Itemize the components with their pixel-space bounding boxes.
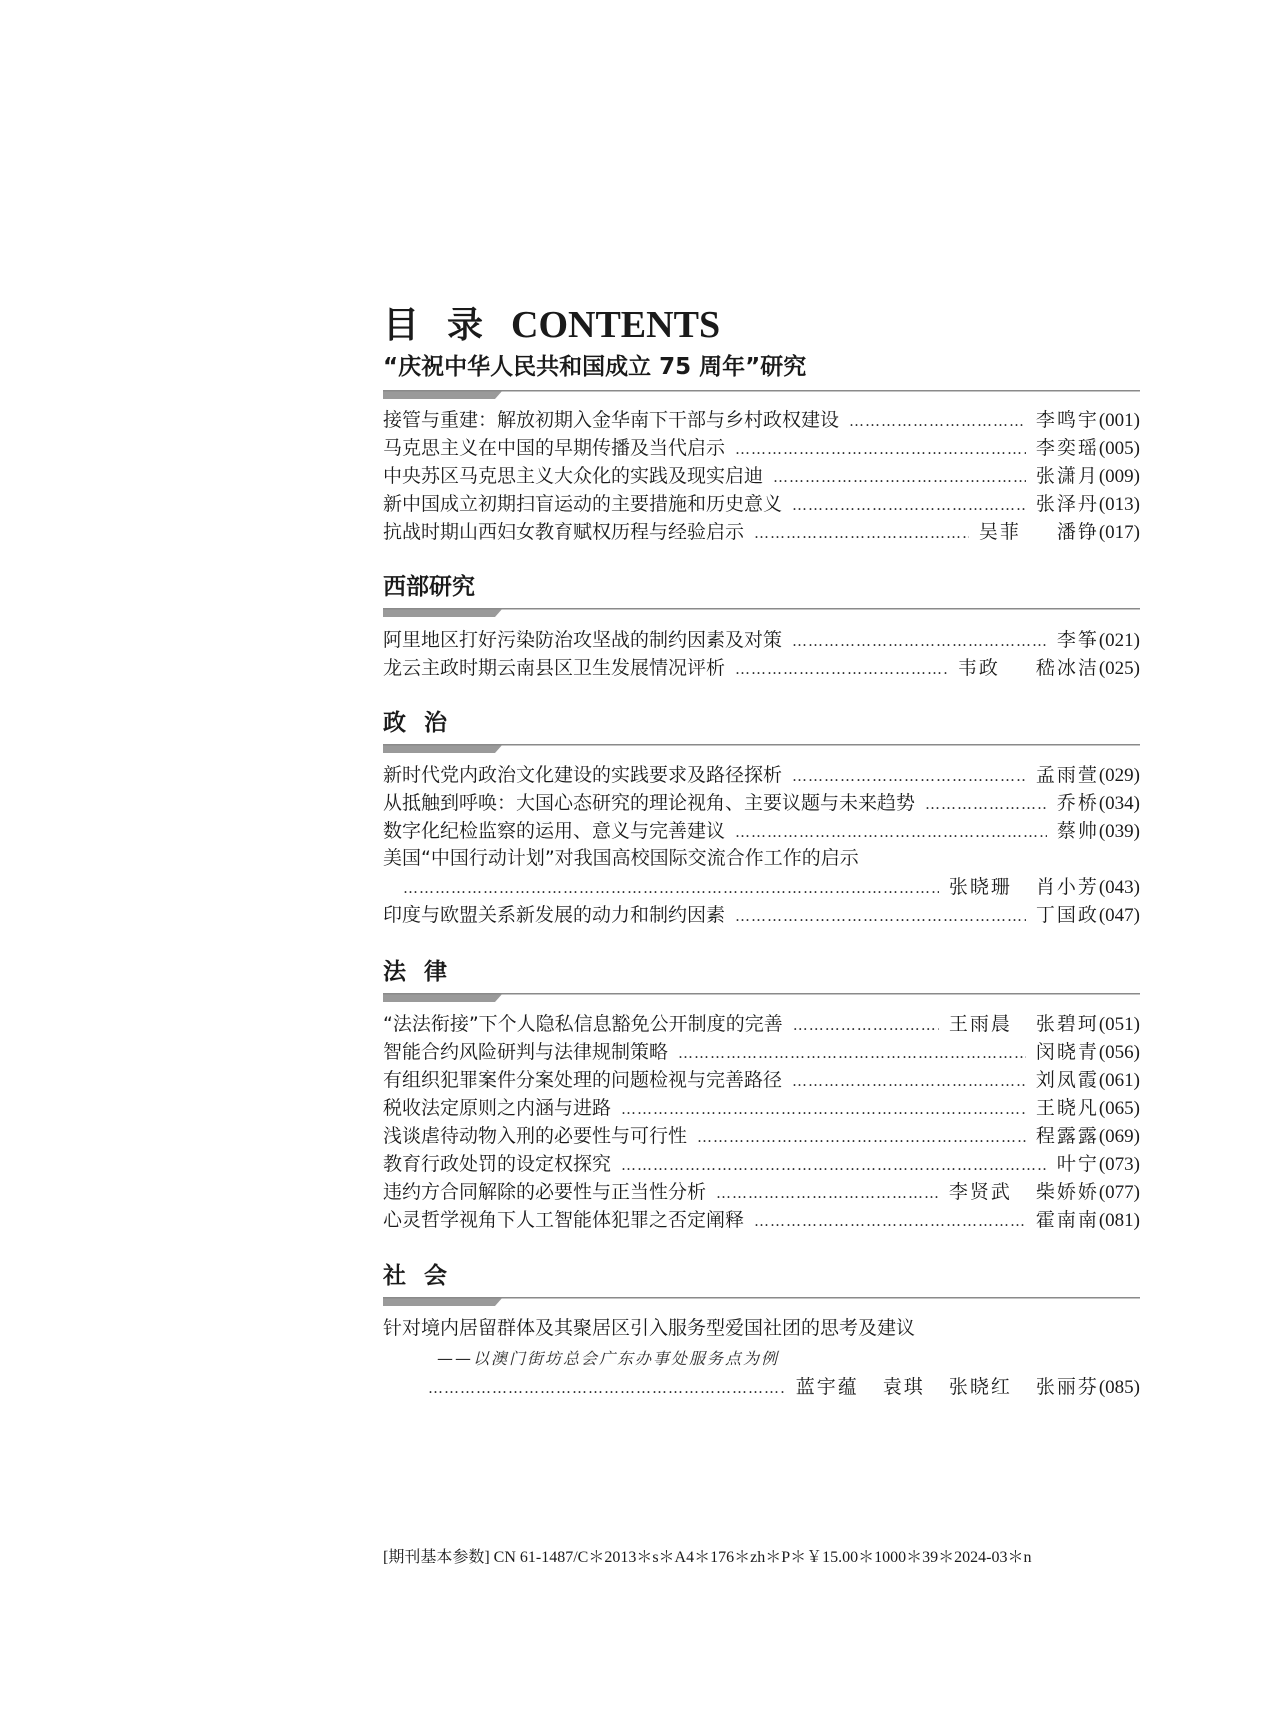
section-title: 西部研究	[383, 574, 475, 600]
section-title: 法律	[383, 959, 465, 985]
leader-dots	[735, 823, 1047, 841]
page-title-cn: 目录	[383, 305, 512, 346]
section-title: 政治	[383, 710, 465, 736]
leader-dots	[793, 1016, 939, 1034]
author-name: 嵇冰洁	[1035, 657, 1099, 679]
entry-page: (009)	[1098, 466, 1140, 487]
section-rule	[383, 390, 1140, 400]
entry-author: 程露露	[1035, 1125, 1099, 1147]
toc-entry[interactable]	[383, 433, 1140, 463]
entry-title: 有组织犯罪案件分案处理的问题检视与完善路径	[383, 1069, 783, 1091]
entry-author: 王晓凡	[1035, 1097, 1099, 1119]
entry-authors	[796, 1372, 1099, 1399]
author-name: 蓝宇蕴	[795, 1376, 859, 1398]
leader-dots	[773, 468, 1026, 486]
entry-authors	[949, 1009, 1099, 1036]
section-rule	[383, 1297, 1140, 1307]
entry-title: 心灵哲学视角下人工智能体犯罪之否定阐释	[383, 1209, 745, 1231]
author-name: 潘铮	[1056, 521, 1099, 543]
toc-entry[interactable]	[383, 872, 1140, 902]
author-name: 张丽芬	[1035, 1376, 1099, 1398]
toc-entry[interactable]	[383, 517, 1140, 547]
toc-entry[interactable]	[383, 1121, 1140, 1151]
entry-title: 浅谈虐待动物入刑的必要性与可行性	[383, 1125, 688, 1147]
toc-entry[interactable]	[383, 1372, 1140, 1402]
toc-entry[interactable]	[383, 1009, 1140, 1039]
entry-author: 霍南南	[1035, 1209, 1099, 1231]
entry-author: 孟雨萱	[1035, 764, 1099, 786]
entry-title: 从抵触到呼唤：大国心态研究的理论视角、主要议题与未来趋势	[383, 792, 916, 814]
leader-dots	[735, 440, 1026, 458]
entry-author: 李筝	[1056, 629, 1099, 651]
entry-author: 张潇月	[1035, 465, 1099, 487]
leader-dots	[792, 496, 1026, 514]
leader-dots	[403, 879, 939, 897]
toc-entry[interactable]	[383, 788, 1140, 818]
entry-page: (029)	[1098, 765, 1140, 786]
entry-page: (043)	[1098, 877, 1140, 898]
entry-title: 税收法定原则之内涵与进路	[383, 1097, 612, 1119]
entry-title: 接管与重建：解放初期入金华南下干部与乡村政权建设	[383, 409, 840, 431]
leader-dots	[792, 632, 1047, 650]
author-name: 张碧珂	[1035, 1013, 1099, 1035]
leader-dots	[697, 1128, 1026, 1146]
entry-title: 印度与欧盟关系新发展的动力和制约因素	[383, 904, 726, 926]
section-rule	[383, 608, 1140, 618]
entry-title: 智能合约风险研判与法律规制策略	[383, 1041, 669, 1063]
entry-page: (056)	[1098, 1042, 1140, 1063]
entry-page: (073)	[1098, 1154, 1140, 1175]
entry-page: (069)	[1098, 1126, 1140, 1147]
toc-entry[interactable]	[383, 760, 1140, 790]
entry-page: (039)	[1098, 821, 1140, 842]
toc-entry[interactable]	[383, 489, 1140, 519]
entry-title: 新中国成立初期扫盲运动的主要措施和历史意义	[383, 493, 783, 515]
entry-title: 新时代党内政治文化建设的实践要求及路径探析	[383, 764, 783, 786]
section-rule	[383, 993, 1140, 1003]
entry-title: 抗战时期山西妇女教育赋权历程与经验启示	[383, 521, 745, 543]
toc-entry[interactable]	[383, 1065, 1140, 1095]
leader-dots	[925, 795, 1047, 813]
toc-entry[interactable]	[383, 461, 1140, 491]
entry-page: (021)	[1098, 630, 1140, 651]
toc-entry[interactable]	[383, 1205, 1140, 1235]
entry-title: 马克思主义在中国的早期传播及当代启示	[383, 437, 726, 459]
leader-dots	[754, 1212, 1026, 1230]
page-title	[383, 303, 720, 348]
entry-author: 乔桥	[1056, 792, 1099, 814]
author-name: 李贤武	[948, 1181, 1012, 1203]
entry-author: 蔡帅	[1056, 820, 1099, 842]
leader-dots	[716, 1184, 939, 1202]
toc-entry[interactable]	[383, 1177, 1140, 1207]
entry-page: (077)	[1098, 1182, 1140, 1203]
entry-authors	[949, 1177, 1099, 1204]
toc-entry[interactable]	[383, 405, 1140, 435]
entry-author: 叶宁	[1056, 1153, 1099, 1175]
entry-page: (061)	[1098, 1070, 1140, 1091]
leader-dots	[849, 412, 1026, 430]
toc-entry[interactable]	[383, 1093, 1140, 1123]
author-name: 王雨晨	[948, 1013, 1012, 1035]
leader-dots	[792, 1072, 1026, 1090]
entry-page: (013)	[1098, 494, 1140, 515]
author-name: 韦政	[957, 657, 1000, 679]
entry-page: (085)	[1098, 1377, 1140, 1398]
entry-title: 阿里地区打好污染防治攻坚战的制约因素及对策	[383, 629, 783, 651]
entry-title: 中央苏区马克思主义大众化的实践及现实启迪	[383, 465, 764, 487]
author-name: 吴菲	[978, 521, 1021, 543]
leader-dots	[754, 524, 969, 542]
entry-title: 教育行政处罚的设定权探究	[383, 1153, 612, 1175]
entry-author: 李鸣宇	[1035, 409, 1099, 431]
leader-dots	[678, 1044, 1026, 1062]
entry-title: 龙云主政时期云南县区卫生发展情况评析	[383, 657, 726, 679]
entry-page: (025)	[1098, 658, 1140, 679]
entry-title[interactable]: 美国“中国行动计划”对我国高校国际交流合作工作的启示	[383, 847, 859, 869]
entry-title[interactable]: 针对境内居留群体及其聚居区引入服务型爱国社团的思考及建议	[383, 1317, 916, 1339]
leader-dots	[621, 1156, 1047, 1174]
toc-entry[interactable]	[383, 1037, 1140, 1067]
toc-entry[interactable]	[383, 1149, 1140, 1179]
entry-title: 违约方合同解除的必要性与正当性分析	[383, 1181, 707, 1203]
journal-parameters: [期刊基本参数] CN 61-1487/C＊2013＊s＊A4＊176＊zh＊P＊￥15.00＊1000＊39＊2024-03＊n	[383, 1549, 1032, 1566]
author-name: 肖小芳	[1035, 876, 1099, 898]
toc-entry[interactable]	[383, 625, 1140, 655]
toc-entry[interactable]	[383, 900, 1140, 930]
toc-entry[interactable]	[383, 816, 1140, 846]
author-name: 柴娇娇	[1035, 1181, 1099, 1203]
entry-subtitle: ——以澳门街坊总会广东办事处服务点为例	[437, 1349, 780, 1368]
page-title-en: CONTENTS	[511, 304, 721, 346]
section-title: “庆祝中华人民共和国成立 75 周年”研究	[383, 354, 807, 380]
entry-page: (081)	[1098, 1210, 1140, 1231]
entry-page: (051)	[1098, 1014, 1140, 1035]
entry-page: (034)	[1098, 793, 1140, 814]
author-name: 袁琪	[882, 1376, 925, 1398]
entry-page: (047)	[1098, 905, 1140, 926]
author-name: 张晓珊	[948, 876, 1012, 898]
entry-author: 刘凤霞	[1035, 1069, 1099, 1091]
entry-author: 丁国政	[1035, 904, 1099, 926]
entry-author: 闵晓青	[1035, 1041, 1099, 1063]
entry-page: (005)	[1098, 438, 1140, 459]
leader-dots	[428, 1379, 786, 1397]
entry-title: “法法衔接”下个人隐私信息豁免公开制度的完善	[383, 1013, 783, 1035]
section-rule	[383, 744, 1140, 754]
entry-page: (065)	[1098, 1098, 1140, 1119]
entry-author: 张泽丹	[1035, 493, 1099, 515]
entry-page: (017)	[1098, 522, 1140, 543]
toc-entry[interactable]	[383, 653, 1140, 683]
entry-title: 数字化纪检监察的运用、意义与完善建议	[383, 820, 726, 842]
entry-authors	[958, 653, 1099, 680]
leader-dots	[621, 1100, 1026, 1118]
author-name: 张晓红	[948, 1376, 1012, 1398]
entry-author: 李奕瑶	[1035, 437, 1099, 459]
leader-dots	[735, 660, 948, 678]
section-title: 社会	[383, 1263, 465, 1289]
leader-dots	[735, 907, 1026, 925]
entry-authors	[979, 517, 1099, 544]
entry-authors	[949, 872, 1099, 899]
leader-dots	[792, 767, 1026, 785]
entry-page: (001)	[1098, 410, 1140, 431]
